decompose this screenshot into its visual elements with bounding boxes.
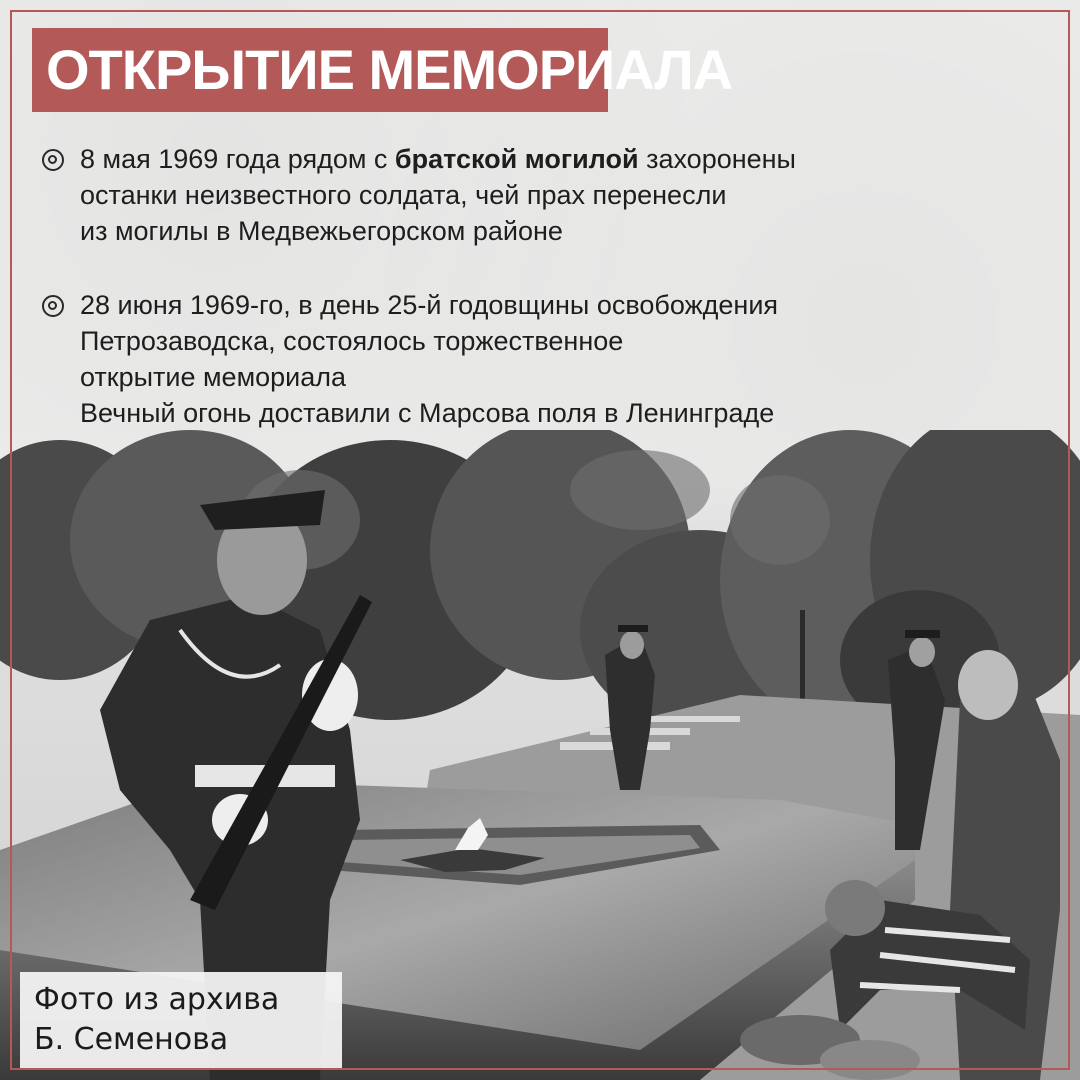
bullet-text: захоронены xyxy=(638,144,796,174)
bullet-line: Вечный огонь доставили с Марсова поля в Ленинграде xyxy=(80,398,775,428)
page-title: ОТКРЫТИЕ МЕМОРИАЛА xyxy=(32,28,608,112)
target-circle-icon xyxy=(42,149,64,171)
bullet-bold-text: братской могилой xyxy=(394,144,639,174)
bullet-line: 28 июня 1969-го, в день 25-й годовщины освобождения xyxy=(80,290,779,320)
bullet-line xyxy=(42,141,796,177)
credit-line: Б. Семенова xyxy=(34,1022,229,1057)
bullet-item-burial xyxy=(42,141,796,249)
bullet-text: 8 мая 1969 года рядом с xyxy=(80,144,395,174)
photo-credit xyxy=(20,972,342,1068)
credit-line: Фото из архива xyxy=(34,982,280,1017)
bullet-line: останки неизвестного солдата, чей прах перенесли xyxy=(80,180,727,210)
bullet-item-opening xyxy=(42,287,778,431)
target-circle-icon xyxy=(42,295,64,317)
bullet-line: открытие мемориала xyxy=(80,362,347,392)
bullet-line: Петрозаводска, состоялось торжественное xyxy=(80,326,624,356)
bullet-line: из могилы в Медвежьегорском районе xyxy=(80,216,563,246)
